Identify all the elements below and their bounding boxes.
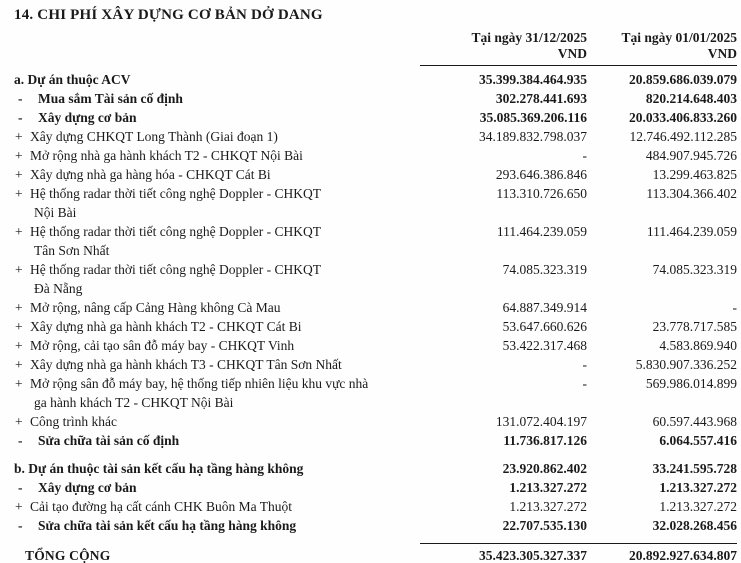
row-label — [14, 431, 420, 450]
row-label-line1: Mở rộng, cải tạo sân đỗ máy bay - CHKQT Vinh — [30, 338, 295, 353]
row-label-line1: Công trình khác — [30, 414, 117, 429]
row-label-line2: ga hành khách T2 - CHKQT Nội Bài — [34, 395, 234, 410]
table-header-row — [14, 30, 737, 66]
table-row — [14, 317, 737, 336]
row-value-col1: 53.647.660.626 — [502, 319, 587, 334]
row-value-col2: 60.597.443.968 — [652, 414, 737, 429]
row-marker: - — [18, 110, 23, 125]
row-label — [14, 412, 420, 431]
row-value-col1: - — [582, 357, 587, 372]
table-row — [14, 478, 737, 497]
row-marker: - — [18, 480, 23, 495]
row-marker: + — [15, 186, 23, 201]
row-label-line1: Xây dựng nhà ga hành khách T3 - CHKQT Tân Sơn Nhất — [30, 357, 342, 372]
row-label — [14, 89, 420, 108]
row-marker: + — [15, 148, 23, 163]
row-value-col2: 13.299.463.825 — [652, 167, 737, 182]
column-1-currency-label: VND — [557, 46, 587, 61]
total-spacer-row — [14, 535, 737, 543]
row-marker: - — [18, 518, 23, 533]
row-value-col2: 74.085.323.319 — [652, 262, 737, 277]
row-label — [14, 127, 420, 146]
row-label-line1: Xây dựng cơ bản — [38, 480, 137, 495]
row-marker: + — [15, 224, 23, 239]
row-value-col2: 12.746.492.112.285 — [629, 129, 737, 144]
total-value-col2: 20.892.927.634.807 — [587, 543, 737, 563]
row-marker: + — [15, 499, 23, 514]
row-value-col2: 6.064.557.416 — [659, 433, 737, 448]
row-label-line2: Đà Nẵng — [34, 281, 83, 296]
row-marker: + — [15, 262, 23, 277]
table-row — [14, 412, 737, 431]
row-value-col2: 32.028.268.456 — [652, 518, 737, 533]
row-value-col1: 131.072.404.197 — [495, 414, 587, 429]
section-title: 14. CHI PHÍ XÂY DỰNG CƠ BẢN DỞ DANG — [14, 7, 323, 23]
row-marker: + — [15, 338, 23, 353]
row-label-line1: Mở rộng, nâng cấp Cảng Hàng không Cà Mau — [30, 300, 281, 315]
table-row — [14, 222, 737, 260]
row-label-line1: Sửa chữa tài sản kết cấu hạ tầng hàng không — [38, 518, 297, 533]
row-value-col1: 293.646.386.846 — [495, 167, 587, 182]
row-label — [14, 184, 420, 222]
row-marker: - — [18, 91, 23, 106]
column-2-currency-label: VND — [707, 46, 737, 61]
table-row — [14, 450, 737, 478]
row-label — [14, 450, 420, 478]
table-row — [14, 516, 737, 535]
row-label — [14, 374, 420, 412]
row-label — [14, 165, 420, 184]
row-value-col2: 20.033.406.833.260 — [629, 110, 737, 125]
cip-table — [14, 30, 737, 563]
row-value-col1: 53.422.317.468 — [502, 338, 587, 353]
row-label-line1: b. Dự án thuộc tài sản kết cấu hạ tầng hàng không — [14, 461, 304, 476]
row-marker: - — [18, 433, 23, 448]
row-value-col1: 302.278.441.693 — [495, 91, 587, 106]
row-label — [14, 336, 420, 355]
total-value-col1: 35.423.305.327.337 — [420, 543, 587, 563]
row-label — [14, 478, 420, 497]
row-label-line1: Mở rộng sân đỗ máy bay, hệ thống tiếp nhiên liệu khu vực nhà — [30, 376, 369, 391]
row-marker: + — [15, 357, 23, 372]
row-value-col2: 20.859.686.039.079 — [629, 72, 737, 87]
row-label — [14, 260, 420, 298]
column-header-1 — [420, 30, 587, 66]
row-value-col1: 113.310.726.650 — [496, 186, 587, 201]
row-value-col2: 33.241.595.728 — [652, 461, 737, 476]
table-row — [14, 146, 737, 165]
row-value-col1: 111.464.239.059 — [496, 224, 587, 239]
row-label-line2: Nội Bài — [34, 205, 77, 220]
row-label-line1: Mua sắm Tài sản cố định — [38, 91, 183, 106]
table-row — [14, 108, 737, 127]
row-value-col1: 1.213.327.272 — [509, 499, 587, 514]
table-row — [14, 336, 737, 355]
table-row — [14, 431, 737, 450]
row-value-col2: 1.213.327.272 — [659, 480, 737, 495]
row-label — [14, 355, 420, 374]
row-label — [14, 108, 420, 127]
row-label-line1: Cải tạo đường hạ cất cánh CHK Buôn Ma Thuột — [30, 499, 293, 514]
row-marker: + — [15, 129, 23, 144]
row-label-line1: Sửa chữa tài sản cố định — [38, 433, 180, 448]
header-spacer-cell — [14, 30, 420, 66]
row-value-col2: 4.583.869.940 — [659, 338, 737, 353]
row-label-line1: Hệ thống radar thời tiết công nghệ Doppler - CHKQT — [30, 262, 321, 277]
table-row — [14, 184, 737, 222]
row-value-col1: 1.213.327.272 — [509, 480, 587, 495]
row-value-col1: - — [582, 148, 587, 163]
row-label-line1: a. Dự án thuộc ACV — [14, 71, 131, 87]
row-value-col1: 35.399.384.464.935 — [479, 72, 587, 87]
column-2-date-label: Tại ngày 01/01/2025 — [621, 30, 737, 45]
row-label — [14, 298, 420, 317]
table-row — [14, 89, 737, 108]
table-row — [14, 66, 737, 90]
row-value-col1: 64.887.349.914 — [502, 300, 587, 315]
row-value-col1: 11.736.817.126 — [503, 433, 587, 448]
row-value-col2: 113.304.366.402 — [646, 186, 737, 201]
row-value-col2: 484.907.945.726 — [645, 148, 737, 163]
row-value-col1: - — [582, 376, 587, 391]
row-value-col2: 23.778.717.585 — [652, 319, 737, 334]
row-value-col1: 22.707.535.130 — [502, 518, 587, 533]
row-value-col1: 74.085.323.319 — [502, 262, 587, 277]
row-value-col2: 569.986.014.899 — [645, 376, 737, 391]
column-1-date-label: Tại ngày 31/12/2025 — [471, 30, 587, 45]
row-label — [14, 66, 420, 90]
table-row — [14, 260, 737, 298]
total-row — [14, 543, 737, 563]
row-value-col2: 5.830.907.336.252 — [635, 357, 737, 372]
table-row — [14, 497, 737, 516]
row-label — [14, 222, 420, 260]
row-label-line1: Xây dựng CHKQT Long Thành (Giai đoạn 1) — [30, 129, 278, 144]
row-value-col2: - — [732, 300, 737, 315]
row-label-line1: Xây dựng nhà ga hành khách T2 - CHKQT Cát Bi — [30, 319, 302, 334]
row-label-line1: Mở rộng nhà ga hành khách T2 - CHKQT Nội Bài — [30, 148, 303, 163]
row-marker: + — [15, 376, 23, 391]
row-value-col2: 820.214.648.403 — [645, 91, 737, 106]
row-marker: + — [15, 167, 23, 182]
row-value-col2: 1.213.327.272 — [659, 499, 737, 514]
column-header-2 — [587, 30, 737, 66]
row-marker: + — [15, 414, 23, 429]
row-value-col1: 34.189.832.798.037 — [479, 129, 587, 144]
row-value-col2: 111.464.239.059 — [646, 224, 737, 239]
row-label-line1: Xây dựng nhà ga hàng hóa - CHKQT Cát Bi — [30, 167, 271, 182]
table-row — [14, 298, 737, 317]
row-label-line1: Hệ thống radar thời tiết công nghệ Doppler - CHKQT — [30, 224, 321, 239]
table-body — [14, 66, 737, 536]
row-label-line2: Tân Sơn Nhất — [34, 243, 110, 258]
table-row — [14, 374, 737, 412]
row-label — [14, 497, 420, 516]
row-value-col1: 23.920.862.402 — [502, 461, 587, 476]
row-label-line1: Hệ thống radar thời tiết công nghệ Doppler - CHKQT — [30, 186, 321, 201]
row-marker: + — [15, 319, 23, 334]
row-label — [14, 146, 420, 165]
row-value-col1: 35.085.369.206.116 — [479, 110, 587, 125]
table-row — [14, 355, 737, 374]
table-row — [14, 165, 737, 184]
table-row — [14, 127, 737, 146]
row-label — [14, 317, 420, 336]
total-label: TỔNG CỘNG — [25, 548, 111, 563]
row-label — [14, 516, 420, 535]
row-marker: + — [15, 300, 23, 315]
row-label-line1: Xây dựng cơ bản — [38, 110, 137, 125]
